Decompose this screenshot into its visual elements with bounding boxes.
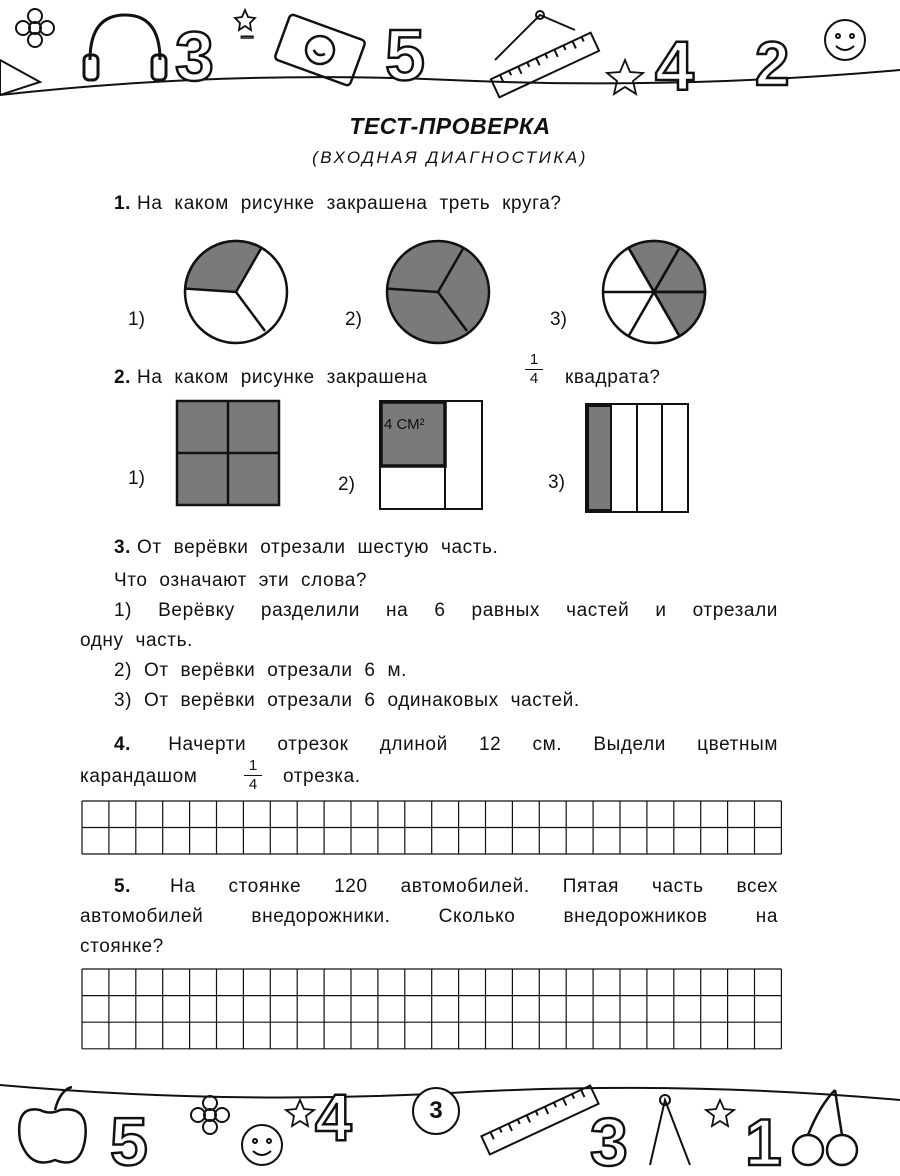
- digit-doodle: 5: [110, 1104, 148, 1176]
- digit-doodle: 4: [315, 1080, 352, 1154]
- circle-sixths: [598, 236, 710, 348]
- question-text: На каком рисунке закрашена: [137, 367, 428, 388]
- top-doodle-border: [0, 0, 900, 105]
- question-text: От верёвки отрезали шестую часть.: [137, 537, 499, 558]
- q3-option-1-cont: одну часть.: [80, 630, 193, 651]
- question-4-cont: карандашом: [80, 766, 198, 787]
- fraction-numerator: 1: [529, 351, 539, 368]
- page-number: 3: [412, 1087, 460, 1135]
- digit-doodle: 2: [755, 30, 790, 99]
- cherry-icon: [793, 1090, 857, 1165]
- q2-fraction: [525, 352, 543, 387]
- q3-option-3: 3) От верёвки отрезали 6 одинаковых частей.: [114, 690, 580, 711]
- page-subtitle: (ВХОДНАЯ ДИАГНОСТИКА): [312, 148, 588, 167]
- svg-text:−: −: [240, 24, 255, 51]
- answer-grid-q5[interactable]: [81, 968, 783, 1050]
- fraction-denominator: 4: [248, 776, 258, 793]
- q1-option-1-label: 1): [128, 309, 145, 330]
- digit-doodle: 3: [175, 17, 214, 95]
- compass-icon: [495, 11, 575, 60]
- q4-fraction: [244, 758, 262, 793]
- question-5: [114, 876, 778, 898]
- page-title: ТЕСТ-ПРОВЕРКА: [349, 113, 551, 139]
- apple-icon: [19, 1087, 86, 1163]
- smiley-icon: [242, 1125, 282, 1165]
- question-text-end: квадрата?: [565, 367, 661, 388]
- question-number: 1.: [114, 193, 132, 214]
- question-number: 4.: [114, 734, 132, 755]
- question-3: [114, 537, 498, 559]
- question-1: [114, 193, 562, 215]
- q3-option-1: 1) Верёвку разделили на 6 равных частей и отрезали: [114, 600, 778, 621]
- fraction-numerator: 1: [248, 757, 258, 774]
- question-text: На каком рисунке закрашена треть круга?: [137, 193, 562, 214]
- question-2: [114, 367, 428, 389]
- q3-option-2: 2) От верёвки отрезали 6 м.: [114, 660, 408, 681]
- digit-doodle: 3: [590, 1104, 628, 1176]
- q1-option-2-label: 2): [345, 309, 362, 330]
- fraction-denominator: 4: [529, 370, 539, 387]
- digit-doodle: 1: [745, 1105, 782, 1176]
- star-icon: [235, 10, 643, 94]
- smiley-icon: [825, 20, 865, 60]
- question-4-cont-end: отрезка.: [283, 766, 361, 787]
- digit-doodle: 4: [655, 27, 694, 105]
- headphones-icon: [84, 15, 166, 80]
- digit-doodle: 5: [385, 16, 426, 96]
- question-text: Начерти отрезок длиной 12 см. Выдели цветным: [168, 734, 778, 755]
- flower-icon: [16, 9, 54, 47]
- ruler-icon: [491, 33, 599, 98]
- answer-grid-q4[interactable]: [81, 800, 783, 855]
- banknote-icon: [274, 14, 366, 86]
- question-4: [114, 734, 778, 756]
- q2-option-3-label: 3): [548, 472, 565, 493]
- circle-fully-shaded: [382, 236, 494, 348]
- circle-one-third: [180, 236, 292, 348]
- q1-option-3-label: 3): [550, 309, 567, 330]
- q2-option-2-label: 2): [338, 474, 355, 495]
- question-number: 2.: [114, 367, 132, 388]
- cell-area-label: 4 СМ²: [384, 416, 425, 433]
- question-text: На стоянке 120 автомобилей. Пятая часть всех: [170, 876, 778, 897]
- q2-option-1-label: 1): [128, 468, 145, 489]
- compass-icon: [650, 1095, 690, 1165]
- question-number: 3.: [114, 537, 132, 558]
- q3-prompt: Что означают эти слова?: [114, 570, 368, 591]
- rectangle-strips: [585, 403, 689, 513]
- question-number: 5.: [114, 876, 132, 897]
- ruler-icon: [481, 1086, 598, 1155]
- flower-icon: [191, 1096, 229, 1134]
- square-fully-shaded: [176, 400, 280, 506]
- question-5-line3: стоянке?: [80, 936, 164, 957]
- question-5-line2: автомобилей внедорожники. Сколько внедорожников на: [80, 906, 778, 927]
